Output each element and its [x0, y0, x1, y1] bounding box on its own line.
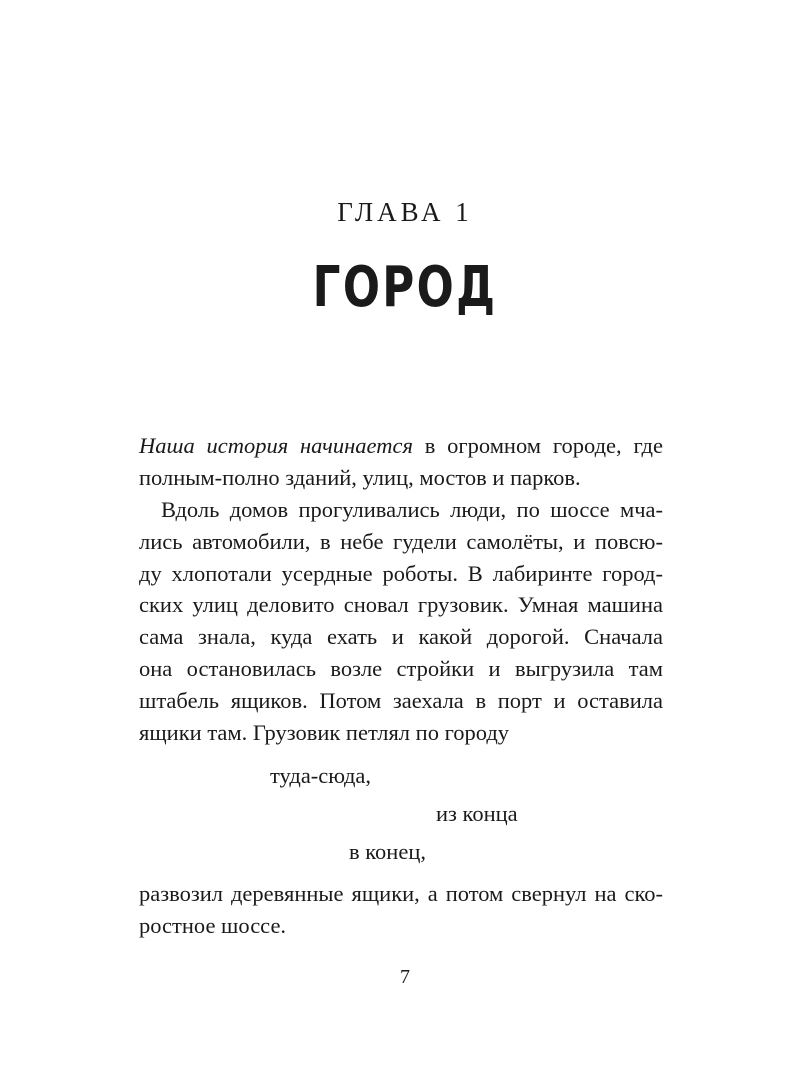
paragraph-3-line-2: ростное шоссе. [139, 912, 287, 938]
scattered-line-3: в конец, [349, 839, 426, 864]
paragraph-2-line: ящики там. Грузовик петлял по городу [139, 719, 510, 745]
paragraph-1-line-1-rest: в огромном городе, где [412, 433, 663, 458]
scattered-line-2: из конца [436, 801, 518, 826]
paragraph-2-line: сама знала, куда ехать и какой дорогой. Сначала [139, 624, 663, 650]
paragraph-3 [139, 878, 663, 942]
paragraph-2-line: ду хлопотали усердные роботы. В лабиринте город- [139, 560, 663, 586]
paragraph-2 [139, 494, 663, 748]
paragraph-1-line-1 [139, 430, 663, 462]
paragraph-3-line-1: развозил деревянные ящики, а потом свернул на ско- [139, 881, 663, 906]
paragraph-1-line-2: полным-полно зданий, улиц, мостов и парков. [139, 464, 581, 490]
chapter-label: ГЛАВА 1 [337, 197, 473, 227]
page-number: 7 [400, 966, 410, 988]
paragraph-2-line: она остановилась возле стройки и выгрузила там [139, 655, 663, 681]
paragraph-2-line: штабель ящиков. Потом заехала в порт и оставила [139, 687, 663, 713]
paragraph-1 [139, 430, 663, 494]
paragraph-2-line: ских улиц деловито сновал грузовик. Умная машина [139, 592, 663, 618]
paragraph-2-line: лись автомобили, в небе гудели самолёты, и повсю- [139, 528, 663, 554]
paragraph-2-line: Вдоль домов прогуливались люди, по шоссе мча- [161, 497, 663, 522]
scattered-line-1: туда-сюда, [270, 763, 372, 788]
chapter-title: ГОРОД [312, 255, 498, 320]
italic-opening: Наша история начинается [139, 433, 413, 458]
